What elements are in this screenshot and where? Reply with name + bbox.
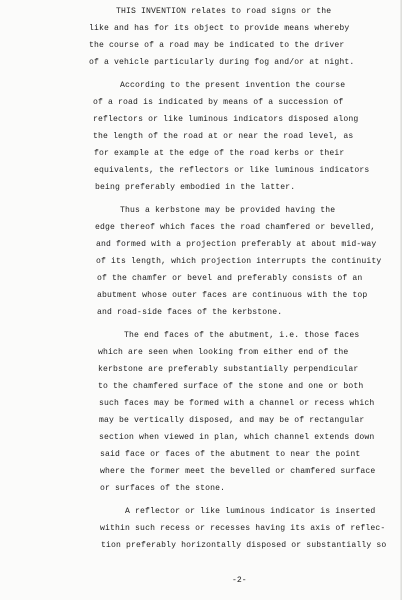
text-line-30: within such recess or recesses having its axis of reflec- bbox=[100, 524, 386, 533]
text-line-31: tion preferably horizontally disposed or substantially so bbox=[101, 541, 387, 550]
text-line-1: THIS INVENTION relates to road signs or the bbox=[116, 7, 332, 16]
text-line-26: said face or faces of the abutment to near the point bbox=[100, 450, 361, 459]
text-line-6: of a road is indicated by means of a succession of bbox=[93, 98, 344, 107]
text-line-4: of a vehicle particularly during fog and/or at night. bbox=[89, 58, 355, 67]
text-line-8: the length of the road at or near the road level, as bbox=[93, 132, 354, 141]
text-line-12: Thus a kerbstone may be provided having the bbox=[120, 206, 336, 215]
text-line-14: and formed with a projection preferably at about mid-way bbox=[96, 240, 377, 249]
text-line-29: A reflector or like luminous indicator is inserted bbox=[125, 507, 376, 516]
text-line-16: of the chamfer or bevel and preferably consists of an bbox=[97, 274, 363, 283]
text-line-24: may be vertically disposed, and may be of rectangular bbox=[99, 416, 365, 425]
text-line-9: for example at the edge of the road kerbs or their bbox=[94, 149, 345, 158]
text-line-23: such faces may be formed with a channel or recess which bbox=[99, 399, 375, 408]
text-line-18: and road-side faces of the kerbstone. bbox=[97, 308, 283, 317]
text-line-20: which are seen when looking from either end of the bbox=[98, 348, 349, 357]
text-line-19: The end faces of the abutment, i.e. those faces bbox=[124, 331, 360, 340]
text-line-25: section when viewed in plan, which channel extends down bbox=[99, 433, 375, 442]
text-line-2: like and has for its object to provide means whereby bbox=[89, 24, 350, 33]
text-line-15: of its length, which projection interrupts the continuity bbox=[96, 257, 382, 266]
text-line-17: abutment whose outer faces are continuous with the top bbox=[97, 291, 368, 300]
text-line-11: being preferably embodied in the latter. bbox=[95, 183, 296, 192]
text-line-22: to the chamfered surface of the stone and one or both bbox=[98, 382, 364, 391]
text-line-5: According to the present invention the course bbox=[120, 81, 346, 90]
text-line-3: the course of a road may be indicated to the driver bbox=[89, 41, 345, 50]
page-number: -2- bbox=[232, 576, 247, 585]
text-line-10: equivalents, the reflectors or like luminous indicators bbox=[94, 166, 370, 175]
text-line-21: kerbstone are preferably substantially perpendicular bbox=[98, 365, 359, 374]
text-line-27: where the former meet the bevelled or chamfered surface bbox=[100, 467, 376, 476]
text-line-13: edge thereof which faces the road chamfered or bevelled, bbox=[95, 223, 376, 232]
text-line-28: or surfaces of the stone. bbox=[100, 484, 226, 493]
text-line-7: reflectors or like luminous indicators disposed along bbox=[93, 115, 359, 124]
